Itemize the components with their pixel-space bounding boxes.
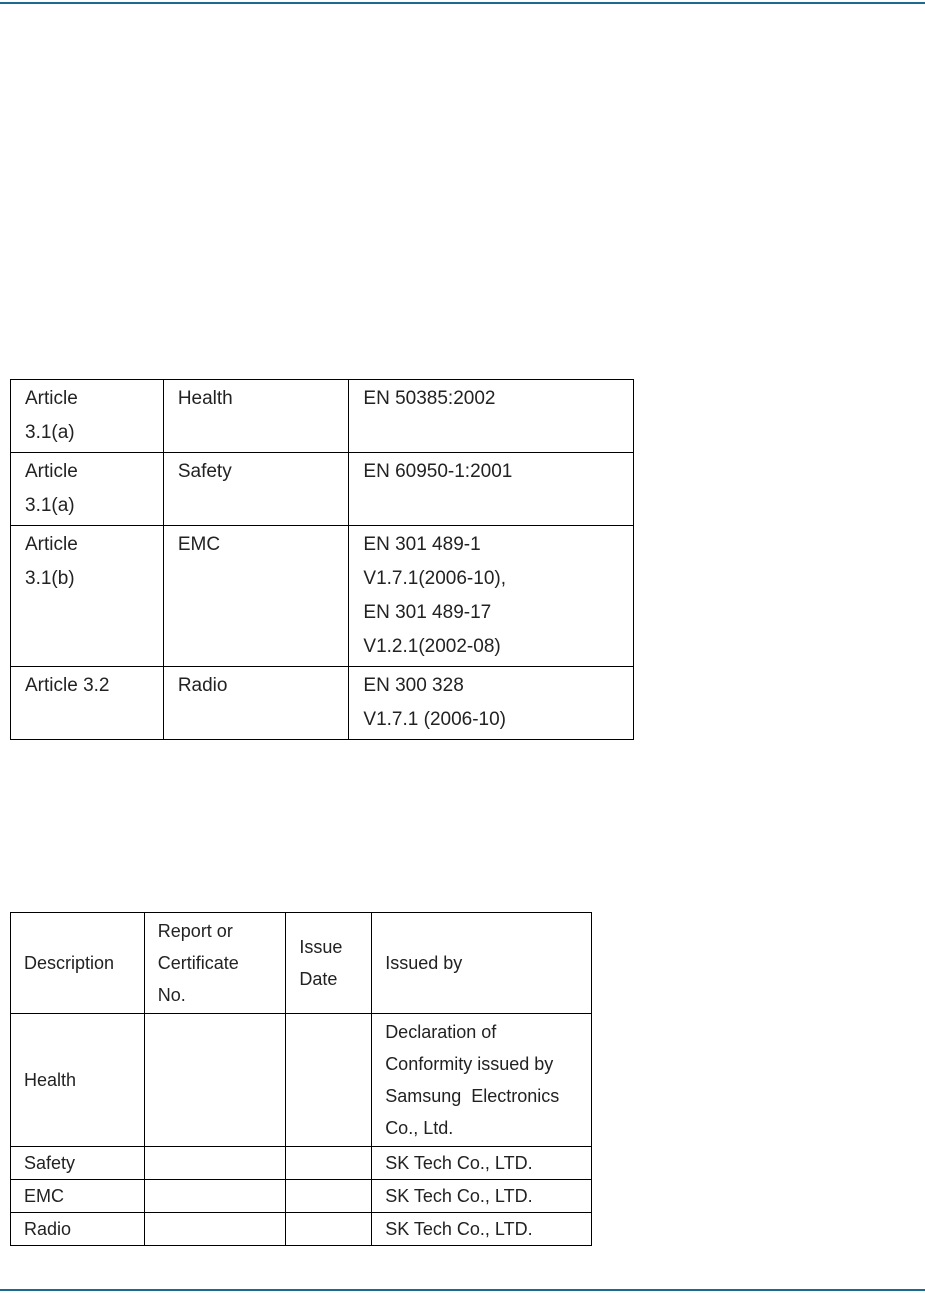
issue-date-cell	[286, 1147, 372, 1180]
standards-cell: EN 301 489-1 V1.7.1(2006-10), EN 301 489-17 V1.2.1(2002-08)	[349, 526, 634, 667]
standards-cell: EN 60950-1:2001	[349, 453, 634, 526]
standards-cell: EN 50385:2002	[349, 380, 634, 453]
article-cell: Article 3.1(b)	[11, 526, 164, 667]
table-row	[11, 526, 634, 667]
description-cell: EMC	[11, 1180, 145, 1213]
table-row	[11, 667, 634, 740]
issued-by-cell: SK Tech Co., LTD.	[372, 1147, 592, 1180]
article-cell: Article 3.1(a)	[11, 380, 164, 453]
report-cell	[144, 1014, 286, 1147]
table-row	[11, 1180, 592, 1213]
table-row	[11, 380, 634, 453]
report-cell	[144, 1213, 286, 1246]
table-row	[11, 453, 634, 526]
description-cell: Safety	[11, 1147, 145, 1180]
issue-date-cell	[286, 1213, 372, 1246]
issue-date-cell	[286, 1014, 372, 1147]
aspect-cell: Radio	[163, 667, 349, 740]
header-issued-by: Issued by	[372, 913, 592, 1014]
issued-by-cell: SK Tech Co., LTD.	[372, 1213, 592, 1246]
description-cell: Health	[11, 1014, 145, 1147]
header-report: Report or Certificate No.	[144, 913, 286, 1014]
table-header-row	[11, 913, 592, 1014]
issue-date-cell	[286, 1180, 372, 1213]
certificate-table	[10, 912, 592, 1246]
description-cell: Radio	[11, 1213, 145, 1246]
table-row	[11, 1147, 592, 1180]
report-cell	[144, 1180, 286, 1213]
aspect-cell: Health	[163, 380, 349, 453]
directive-standards-table	[10, 379, 634, 740]
header-rule	[0, 2, 925, 4]
table-row	[11, 1014, 592, 1147]
article-cell: Article 3.2	[11, 667, 164, 740]
footer-rule	[0, 1289, 925, 1291]
aspect-cell: EMC	[163, 526, 349, 667]
issued-by-cell: SK Tech Co., LTD.	[372, 1180, 592, 1213]
report-cell	[144, 1147, 286, 1180]
header-description: Description	[11, 913, 145, 1014]
aspect-cell: Safety	[163, 453, 349, 526]
table-row	[11, 1213, 592, 1246]
header-issue-date: Issue Date	[286, 913, 372, 1014]
article-cell: Article 3.1(a)	[11, 453, 164, 526]
standards-cell: EN 300 328 V1.7.1 (2006-10)	[349, 667, 634, 740]
issued-by-cell: Declaration of Conformity issued by Samsung Electronics Co., Ltd.	[372, 1014, 592, 1147]
